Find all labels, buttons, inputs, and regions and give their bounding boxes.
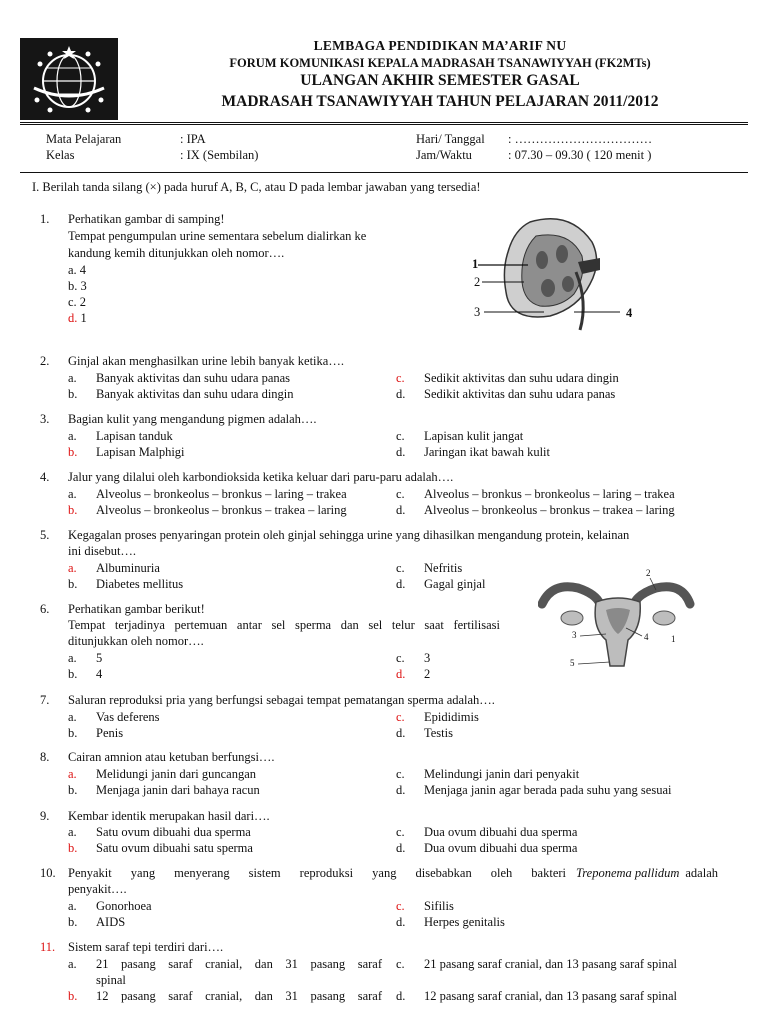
class-value: : IX (Sembilan)	[180, 148, 259, 162]
day-value: : ……………………………	[508, 132, 653, 146]
fig-label: 1	[671, 634, 676, 644]
option-b: Penis	[96, 726, 124, 740]
option-d: Menjaga janin agar berada pada suhu yang sesuai	[424, 783, 672, 797]
question-number: 5.	[40, 528, 50, 542]
option-letter: a.	[68, 899, 77, 913]
day-label: Hari/ Tanggal	[416, 132, 485, 146]
question-text: Perhatikan gambar di samping!	[68, 212, 225, 226]
option-letter: b.	[68, 577, 78, 591]
female-reproductive-figure	[538, 570, 698, 672]
question-text: ini disebut….	[68, 544, 137, 558]
option-letter: a.	[68, 371, 77, 385]
fig-label: 2	[474, 275, 481, 289]
option-text: 1	[77, 311, 87, 325]
question-text: Perhatikan gambar berikut!	[68, 602, 205, 616]
school-year: MADRASAH TSANAWIYYAH TAHUN PELAJARAN 2011/2012	[221, 93, 659, 110]
question-text: Bagian kulit yang mengandung pigmen adalah….	[68, 412, 317, 426]
forum-name: FORUM KOMUNIKASI KEPALA MADRASAH TSANAWIYYAH (FK2MTs)	[229, 56, 651, 70]
option-letter: b.	[68, 915, 78, 929]
option-c: Sedikit aktivitas dan suhu udara dingin	[424, 371, 619, 385]
option-c: 3	[424, 651, 431, 665]
option-d: Sedikit aktivitas dan suhu udara panas	[424, 387, 616, 401]
question-number: 6.	[40, 602, 50, 616]
option-d: Alveolus – bronkeolus – bronkus – trakea – laring	[424, 503, 675, 517]
option-letter: d.	[396, 387, 406, 401]
option-b: Menjaga janin dari bahaya racun	[96, 783, 260, 797]
option-b: Satu ovum dibuahi satu sperma	[96, 841, 253, 855]
option-letter: c.	[396, 825, 405, 839]
option-letter: a.	[68, 487, 77, 501]
option-letter: a.	[68, 710, 77, 724]
option-letter: c.	[396, 487, 405, 501]
option-letter: d.	[396, 667, 406, 681]
uterus-diagram-icon	[538, 570, 698, 672]
time-value: : 07.30 – 09.30 ( 120 menit )	[508, 148, 652, 162]
option-letter: c.	[396, 899, 405, 913]
option-letter: d.	[396, 783, 406, 797]
option-letter: c.	[396, 561, 405, 575]
option-letter: d.	[396, 445, 406, 459]
option-letter: d.	[396, 577, 406, 591]
option-letter: d.	[396, 915, 406, 929]
option-c: Lapisan kulit jangat	[424, 429, 524, 443]
option-c: c. 2	[68, 295, 87, 309]
bacteria-name: Treponema pallidum	[576, 866, 680, 880]
option-b: 12 pasang saraf cranial, dan 31 pasang saraf	[96, 989, 382, 1003]
option-letter: c.	[396, 651, 405, 665]
option-letter: d.	[68, 311, 78, 325]
option-c: Dua ovum dibuahi dua sperma	[424, 825, 578, 839]
question-text: kandung kemih ditunjukkan oleh nomor….	[68, 246, 285, 260]
option-letter: a.	[68, 825, 77, 839]
option-a-cont: spinal	[96, 973, 126, 987]
info-divider	[20, 172, 748, 173]
question-text: Saluran reproduksi pria yang berfungsi sebagai tempat pematangan sperma adalah….	[68, 693, 495, 707]
class-label: Kelas	[46, 148, 75, 162]
option-letter: b.	[68, 387, 78, 401]
question-number: 11.	[40, 940, 56, 954]
option-b: Diabetes mellitus	[96, 577, 184, 591]
option-letter: b.	[68, 503, 78, 517]
option-letter: d.	[396, 989, 406, 1003]
option-a: Satu ovum dibuahi dua sperma	[96, 825, 251, 839]
option-letter: a.	[68, 429, 77, 443]
question-text: Kegagalan proses penyaringan protein oleh ginjal sehingga urine yang dihasilkan mengandung protein, kelainan	[68, 528, 630, 542]
option-c: Melindungi janin dari penyakit	[424, 767, 580, 781]
question-number: 7.	[40, 693, 50, 707]
option-letter: c.	[396, 371, 405, 385]
option-c: Sifilis	[424, 899, 454, 913]
option-d: 12 pasang saraf cranial, dan 13 pasang saraf spinal	[424, 989, 678, 1003]
option-letter: b.	[68, 726, 78, 740]
kidney-figure	[470, 212, 650, 332]
option-letter: c.	[396, 767, 405, 781]
question-text	[68, 866, 718, 881]
option-c: Nefritis	[424, 561, 463, 575]
option-a: Lapisan tanduk	[96, 429, 173, 443]
fig-label: 2	[646, 568, 651, 578]
option-letter: d.	[396, 503, 406, 517]
option-a: Vas deferens	[96, 710, 160, 724]
option-letter: c.	[396, 710, 405, 724]
option-c: Alveolus – bronkus – bronkeolus – laring – trakea	[424, 487, 675, 501]
header-divider	[20, 122, 748, 123]
fig-label: 1	[472, 257, 479, 271]
option-c: Epididimis	[424, 710, 479, 724]
option-a: Gonorhoea	[96, 899, 152, 913]
question-text: ditunjukkan oleh nomor….	[68, 634, 204, 648]
option-letter: d.	[396, 841, 406, 855]
school-logo	[20, 38, 118, 120]
exam-title: ULANGAN AKHIR SEMESTER GASAL	[300, 72, 580, 89]
question-text: Jalur yang dilalui oleh karbondioksida ketika keluar dari paru-paru adalah….	[68, 470, 454, 484]
question-text: Sistem saraf tepi terdiri dari….	[68, 940, 224, 954]
question-number: 4.	[40, 470, 50, 484]
instruction: I. Berilah tanda silang (×) pada huruf A, B, C, atau D pada lembar jawaban yang tersedia!	[32, 180, 481, 194]
question-text: Tempat terjadinya pertemuan antar sel sperma dan sel telur saat fertilisasi	[68, 618, 500, 632]
header-divider-2	[20, 124, 748, 125]
option-letter: b.	[68, 841, 78, 855]
question-text: penyakit….	[68, 882, 127, 896]
question-number: 10.	[40, 866, 56, 880]
nu-globe-logo-icon	[20, 38, 118, 120]
option-letter: c.	[396, 429, 405, 443]
question-number: 3.	[40, 412, 50, 426]
option-b: 4	[96, 667, 103, 681]
fig-label: 3	[474, 305, 481, 319]
option-d: Herpes genitalis	[424, 915, 505, 929]
subject-label: Mata Pelajaran	[46, 132, 122, 146]
option-b: Lapisan Malphigi	[96, 445, 185, 459]
option-d: Gagal ginjal	[424, 577, 486, 591]
option-letter: a.	[68, 561, 77, 575]
option-a: Banyak aktivitas dan suhu udara panas	[96, 371, 291, 385]
question-number: 1.	[40, 212, 50, 226]
option-letter: b.	[68, 989, 78, 1003]
option-letter: b.	[68, 667, 78, 681]
option-d: Testis	[424, 726, 453, 740]
subject-value: : IPA	[180, 132, 206, 146]
question-number: 8.	[40, 750, 50, 764]
time-label: Jam/Waktu	[416, 148, 472, 162]
kidney-cross-section-icon	[470, 212, 650, 332]
option-b: Alveolus – bronkeolus – bronkus – trakea – laring	[96, 503, 347, 517]
fig-label: 4	[626, 306, 633, 320]
question-number: 9.	[40, 809, 50, 823]
option-d: Jaringan ikat bawah kulit	[424, 445, 551, 459]
question-number: 2.	[40, 354, 50, 368]
option-letter: a.	[68, 767, 77, 781]
option-letter: c.	[396, 957, 405, 971]
fig-label: 3	[572, 630, 577, 640]
option-a: a. 4	[68, 263, 87, 277]
option-b: Banyak aktivitas dan suhu udara dingin	[96, 387, 294, 401]
option-c: 21 pasang saraf cranial, dan 13 pasang saraf spinal	[424, 957, 678, 971]
question-text-part: Penyakit yang menyerang sistem reproduksi yang disebabkan oleh bakteri	[68, 866, 567, 880]
option-d: Dua ovum dibuahi dua sperma	[424, 841, 578, 855]
option-letter: d.	[396, 726, 406, 740]
question-text: Tempat pengumpulan urine sementara sebelum dialirkan ke	[68, 229, 367, 243]
option-b: b. 3	[68, 279, 87, 293]
option-letter: a.	[68, 957, 77, 971]
option-d: 2	[424, 667, 431, 681]
option-a: 21 pasang saraf cranial, dan 31 pasang saraf	[96, 957, 382, 971]
option-a: Albuminuria	[96, 561, 160, 575]
option-letter: b.	[68, 783, 78, 797]
question-text: Cairan amnion atau ketuban berfungsi….	[68, 750, 275, 764]
question-text-part: adalah	[685, 866, 718, 880]
option-d	[68, 311, 87, 326]
institution-name: LEMBAGA PENDIDIKAN MA’ARIF NU	[313, 38, 567, 53]
option-a: Alveolus – bronkeolus – bronkus – laring – trakea	[96, 487, 347, 501]
option-letter: a.	[68, 651, 77, 665]
fig-label: 5	[570, 658, 575, 668]
option-b: AIDS	[96, 915, 126, 929]
option-a: 5	[96, 651, 103, 665]
question-text: Kembar identik merupakan hasil dari….	[68, 809, 270, 823]
fig-label: 4	[644, 632, 649, 642]
question-text: Ginjal akan menghasilkan urine lebih banyak ketika….	[68, 354, 344, 368]
option-a: Melidungi janin dari guncangan	[96, 767, 257, 781]
option-letter: b.	[68, 445, 78, 459]
